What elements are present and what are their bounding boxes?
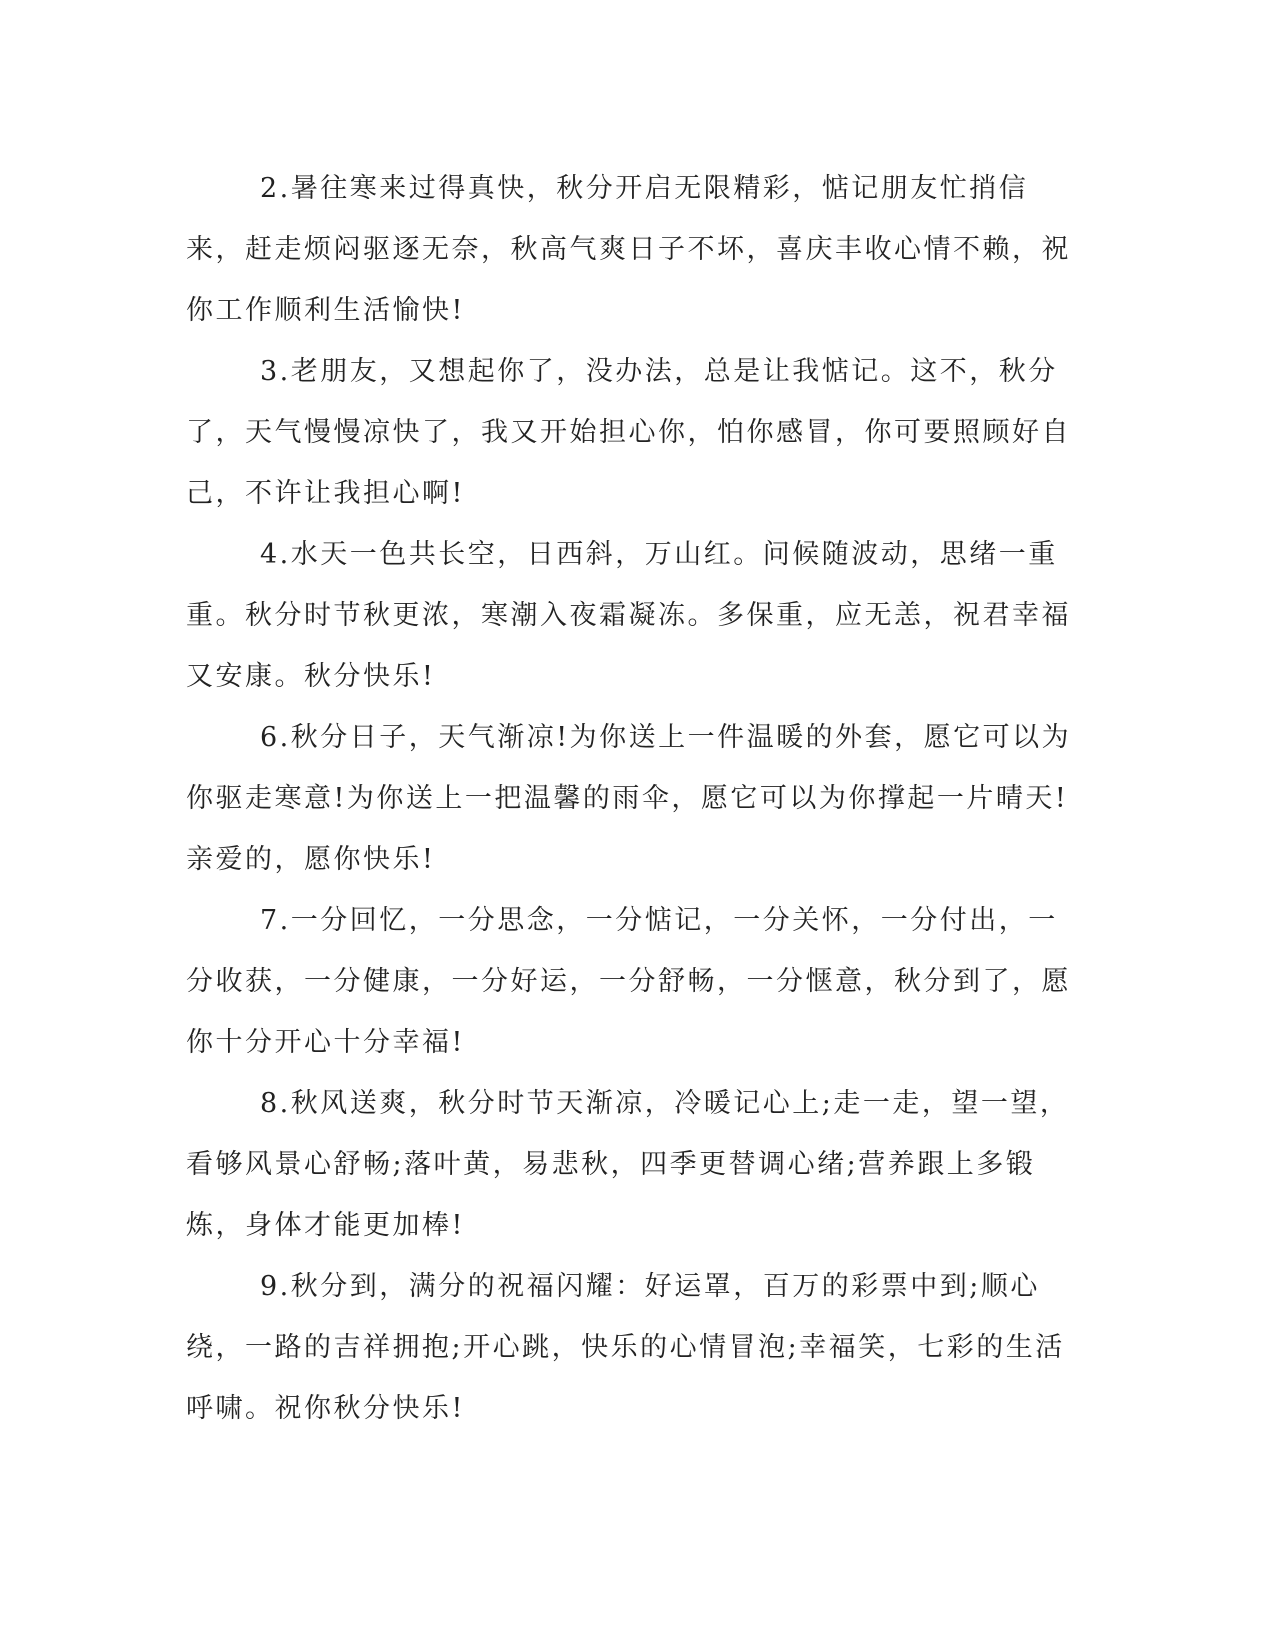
paragraph-9: 9.秋分到，满分的祝福闪耀：好运罩，百万的彩票中到;顺心绕，一路的吉祥拥抱;开心跳，快乐的心情冒泡;幸福笑，七彩的生活呼啸。祝你秋分快乐! — [186, 1271, 1065, 1424]
document-body — [186, 158, 1076, 1439]
paragraph-4: 4.水天一色共长空，日西斜，万山红。问候随波动，思绪一重重。秋分时节秋更浓，寒潮入夜霜凝冻。多保重，应无恙，祝君幸福又安康。秋分快乐! — [186, 539, 1071, 692]
paragraph-2: 2.暑往寒来过得真快，秋分开启无限精彩，惦记朋友忙捎信来，赶走烦闷驱逐无奈，秋高气爽日子不坏，喜庆丰收心情不赖，祝你工作顺利生活愉快! — [186, 173, 1071, 326]
paragraph-8: 8.秋风送爽，秋分时节天渐凉，冷暖记心上;走一走，望一望，看够风景心舒畅;落叶黄，易悲秋，四季更替调心绪;营养跟上多锻炼，身体才能更加棒! — [186, 1088, 1070, 1241]
paragraph-6: 6.秋分日子，天气渐凉!为你送上一件温暖的外套，愿它可以为你驱走寒意!为你送上一把温馨的雨伞，愿它可以为你撑起一片晴天!亲爱的，愿你快乐! — [186, 722, 1072, 875]
paragraph-7: 7.一分回忆，一分思念，一分惦记，一分关怀，一分付出，一分收获，一分健康，一分好运，一分舒畅，一分惬意，秋分到了，愿你十分开心十分幸福! — [186, 905, 1071, 1058]
paragraph-3: 3.老朋友，又想起你了，没办法，总是让我惦记。这不，秋分了，天气慢慢凉快了，我又开始担心你，怕你感冒，你可要照顾好自己，不许让我担心啊! — [186, 356, 1071, 509]
